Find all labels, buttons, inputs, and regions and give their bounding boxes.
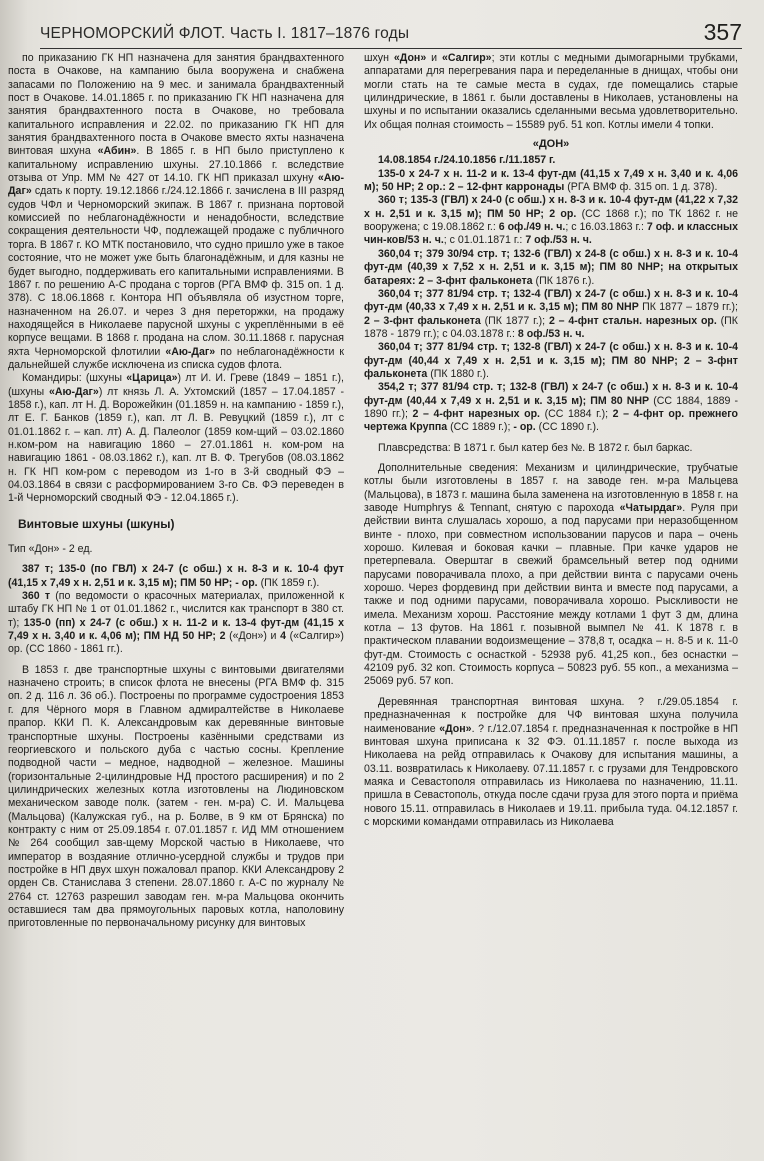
don-spec-2: 360 т; 135-3 (ГВЛ) х 24-0 (с обш.) х н. 8-3 и к. 10-4 фут-дм (41,22 х 7,32 х н. 2,51 и к. 3,15 м); ПМ 50 НР; 2 ор. (СС 1868 г.); по ТК 1862 г. не вооружена; с 19.08.1862 г.: 6 оф./49 н. ч.; с 16.03.1863 г.: 7 оф. и классных чин-ков/53 н. ч.; с 01.01.1871 г.: 7 оф./53 н. ч. [364,194,738,247]
paragraph-additional-info: Дополнительные сведения: Механизм и цилиндрические, трубчатые котлы были изготовлены в 1857 г. на заводе ген. м-ра Мальцева (Мальцова), в 1873 г. машина была заменена на изготовленную в 1858 г. на заводе Humphrys & Tennant, снятую с парохода «Чатырдаг». Руля при действии винта слушалась хорошо, а под парусами при неразобщенном винте - плохо, при совместном использовании парусов и пара – очень хорошо. Килевая и боковая качки – плавные. При качке ударов не претерпевала. Оверштаг в свежий брамсельный ветер под одними парусами поворачивала плохо, а при действии винта с парусами очень хорошо. Через фордевинд при действии винта и вместе под парусами, а также и под одними парусами, поворачивала хорошо. Рыскливости не имела. Механизм хорош. Расстояние между котлами 1 фут 3 дм, длина котла – 13 футов. На 1861 г. позывной вымпел № 41. К 1878 г. в практическом плавании водоизмещение – 378,8 т, осадка – н. 8-5 и к. 11-0 фут-дм. Стоимость с оснасткой - 52938 руб. 41,25 коп., без оснастки – 42109 руб. 32 коп. Стоимость корпуса – 50823 руб. 55 коп., а механизма – 25069 руб. 57 коп. [364,461,738,688]
paragraph-boats: Плавсредства: В 1871 г. был катер без №. В 1872 г. был баркас. [378,441,693,454]
page-number: 357 [703,19,742,45]
don-dates: 14.08.1854 г./24.10.1856 г./11.1857 г. [378,154,556,167]
spec-1859: 387 т; 135-0 (по ГВЛ) х 24-7 (с обш.) х н. 8-3 и к. 10-4 фут (41,15 х 7,49 х н. 2,51 и к. 3,15 м); ПМ 50 НР; - ор. (ПК 1859 г.). [8,563,344,589]
section-title: Винтовые шхуны (шкуны) [18,516,175,531]
paragraph-service-history: Деревянная транспортная винтовая шхуна. ? г./29.05.1854 г. предназначенная к постройке для ЧФ винтовая шхуна получила наименование «Дон». ? г./12.07.1854 г. предназначенная к постройке в НП винтовая шхуна приписана к 32 ФЭ. 01.11.1857 г. после выхода из Николаева на рейд отправилась к Очакову для испытания машины, а 03.11. возвратилась к Николаеву. 07.11.1857 г. с грузами для Тендровского маяка и Севастополя отправилась из Николаева по назначению, 11.11. пришла в Севастополь, откуда после сдачи груза для этого порта и приёма нового 15.11. отправилась в Николаев и 19.11. прибыла туда. 04.12.1857 г. с морскими командами отправилась из Николаева [364,695,738,828]
don-spec-6: 354,2 т; 377 81/94 стр. т; 132-8 (ГВЛ) х 24-7 (с обш.) х н. 8-3 и к. 10-4 фут-дм (40,44 х 7,49 х н. 2,51 и к. 3,15 м); ПМ 80 NHP (СС 1884, 1889 - 1890 гг.); 2 – 4-фнт нарезных ор. (СС 1884 г.); 2 – 4-фнт ор. прежнего чертежа Круппа (СС 1889 г.); - ор. (СС 1890 г.). [364,381,738,434]
type-line: Тип «Дон» - 2 ед. [8,543,93,556]
ship-title-don: «ДОН» [532,138,570,151]
paragraph-boilers: шхун «Дон» и «Салгир»; эти котлы с медными дымогарными трубками, аппаратами для перегревания пара и переделанные в днищах, чтобы они могли стать на те самые места в судах, где помещались старые цилиндрические, в 1861 г. были доставлены в Николаев, установлены на шхуны и по испытании оказались сделанными весьма удовлетворительно. Их общая полная стоимость – 15589 руб. 51 коп. Котлы имели 4 топки. [364,52,738,131]
don-spec-5: 360,04 т; 377 81/94 стр. т; 132-8 (ГВЛ) х 24-7 (с обш.) х н. 8-3 и к. 10-4 фут-дм (40,44 х 7,49 х н. 2,51 и к. 3,15 м); ПМ 80 NHP; 2 – 3-фнт фальконета (ПК 1880 г.). [364,341,738,380]
running-head: ЧЕРНОМОРСКИЙ ФЛОТ. Часть I. 1817–1876 годы [40,25,410,42]
paragraph-commanders: Командиры: (шхуны «Царица») лт И. И. Греве (1849 – 1851 г.), (шхуны «Аю-Даг») лт князь Л. А. Ухтомский (1857 – 17.04.1857 - 1858 г.), кап. лт Н. Д. Ворожейкин (01.1859 н. на кампанию - 1859 г.), лт Е. Г. Банков (1859 г.), кап. лт Л. В. Ревуцкий (1859 г.), лт с 01.01.1862 г. – кап. лт) А. Д. Палеолог (1859 ком-щий – 03.02.1860 н.ком-ром на навигацию 1860 – 27.01.1861 н. ком-ром на навигацию 1861 - 08.03.1862 г.), кап. лт В. Ф. Трегубов (08.03.1862 н. ГК НП ком-ром с переводом из 1-го в 3-й сводный ФЭ – 04.03.1864 в связи с расформированием 3-го Св. ФЭ переведен в 1-й Черноморский сводный ФЭ - 12.04.1865 г.). [8,372,344,505]
don-spec-4: 360,04 т; 377 81/94 стр. т; 132-4 (ГВЛ) х 24-7 (с обш.) х н. 8-3 и к. 10-4 фут-дм (40,33 х 7,49 х н. 2,51 и к. 3,15 м); ПМ 80 NHP ПК 1877 – 1879 гг.); 2 – 3-фнт фальконета (ПК 1877 г.); 2 – 4-фнт стальн. нарезных ор. (ПК 1878 - 1879 гг.); с 04.03.1878 г.: 8 оф./53 н. ч. [364,287,738,340]
don-spec-3: 360,04 т; 379 30/94 стр. т; 132-6 (ГВЛ) х 24-8 (с обш.) х н. 8-3 и к. 10-4 фут-дм (40,39 х 7,52 х н. 2,51 и к. 3,15 м); ПМ 80 NHP; на открытых батареях: 2 – 3-фнт фальконета (ПК 1876 г.). [364,247,738,287]
left-column [8,52,344,1155]
right-column [364,52,738,1155]
paragraph-construction: В 1853 г. две транспортные шхуны с винтовыми двигателями назначено строить; в список флота не внесены (РГА ВМФ ф. 315 оп. 2 д. 116 л. 36 об.). Построены по программе судостроения 1853 г. для Чёрного моря в Главном адмиралтействе в Николаеве прапор. ККИ П. К. Александровым как деревянные винтовые транспортные шхуны. Построены казёнными средствами из георгиевского и польского дуба с частью сосны. Крепление подводной части – медное, надводной – железное. Машины (горизонтальные 2-цилиндровые НД простого расширения) и по 2 цилиндрических железных котла изготовлены на Людиновском механическом заводе полк. (затем - ген. м-ра) С. И. Мальцева (Мальцова) (Калужская губ., на р. Болве, в 9 км от Брянска) по контракту с ним от 25.09.1854 г. 07.01.1857 г. ИД ММ отношением № 264 сообщил зав-щему Морской частью в Николаеве, что император в воздаяние отлично-усердной службы и трудов при постройке в НП двух шхун пожаловал прапор. ККИ Александрову 2 орден Св. Станислава 3 степени. 28.07.1860 г. А-С по журналу № 2764 ст. 12763 разрешил заводам ген. м-ра Мальцова окончить оставшиеся там два прямоугольных паровых котла, наполовину приготовленные по первоначальному рисунку для винтовых [8,663,344,930]
don-spec-1: 135-0 х 24-7 х н. 11-2 и к. 13-4 фут-дм (41,15 х 7,49 х н. 3,40 и к. 4,06 м); 50 НР; 2 ор.: 2 – 12-фнт карронады (РГА ВМФ ф. 315 оп. 1 д. 378). [364,167,738,194]
paragraph-yacht-history: по приказанию ГК НП назначена для занятия брандвахтенного поста в Очакове, на кампанию была вооружена и снабжена запасами по Положению на 9 мес. и занимала брандвахтенный пост в Очакове. 14.01.1865 г. по приказанию ГК НП назначена для занятия брандвахтенного поста в Очакове, но требовала капитального исправления и 22.02. по приказанию ГК НП для занятия брандвахтенного поста в Очакове вместо яхты назначена винтовая шхуна «Абин». В 1865 г. в НП было приступлено к капитальному исправлению шхуны. 27.10.1866 г. вследствие отзыва от Упр. ММ № 427 от 14.10. ГК НП приказал шхуну «Аю-Даг» сдать к порту. 19.12.1866 г./24.12.1866 г. зачислена в III разряд судов ЧФл и Черноморский экипаж. В 1867 г. признана портовой комиссией по неблагонадёжности и ненадобности, вследствие сокращения деятельности ЧФ, подлежащей продаже с публичного торга. В 1867 г. КО МТК постановило, что судно пришло уже в такое состояние, что не может уже быть благонадёжным, и для казны не будет выгодно, поддерживать его капитальными исправлениями. В 1867 г. по решению А-С продана с торгов (РГА ВМФ ф. 315 оп. 1 д. 378). С 18.06.1868 г. Контора НП объявляла об изустном торге, назначенном на 26.07. и через 3 дня переторжки, на продажу находящейся в Николаеве парусной шхуны с укреплёнными в её корпусе вещами. В 1868 г. продана на слом. 30.11.1868 г. парусная яхта Черноморской флотилии «Аю-Даг» по неблагонадёжности к дальнейшей службе исключена из списка судов флота. [8,52,344,371]
page-header [40,8,742,49]
spec-1860: 360 т (по ведомости о красочных материалах, приложенной к штабу ГК НП № 1 от 01.01.1862 г., числится как транспорт в 380 ст. т); 135-0 (пп) х 24-7 (с обш.) х н. 11-2 и к. 13-4 фут-дм (41,15 х 7,49 х н. 3,40 и к. 4,06 м); ПМ НД 50 НР; 2 («Дон») и 4 («Салгир») ор. (СС 1860 - 1861 гг.). [8,590,344,656]
